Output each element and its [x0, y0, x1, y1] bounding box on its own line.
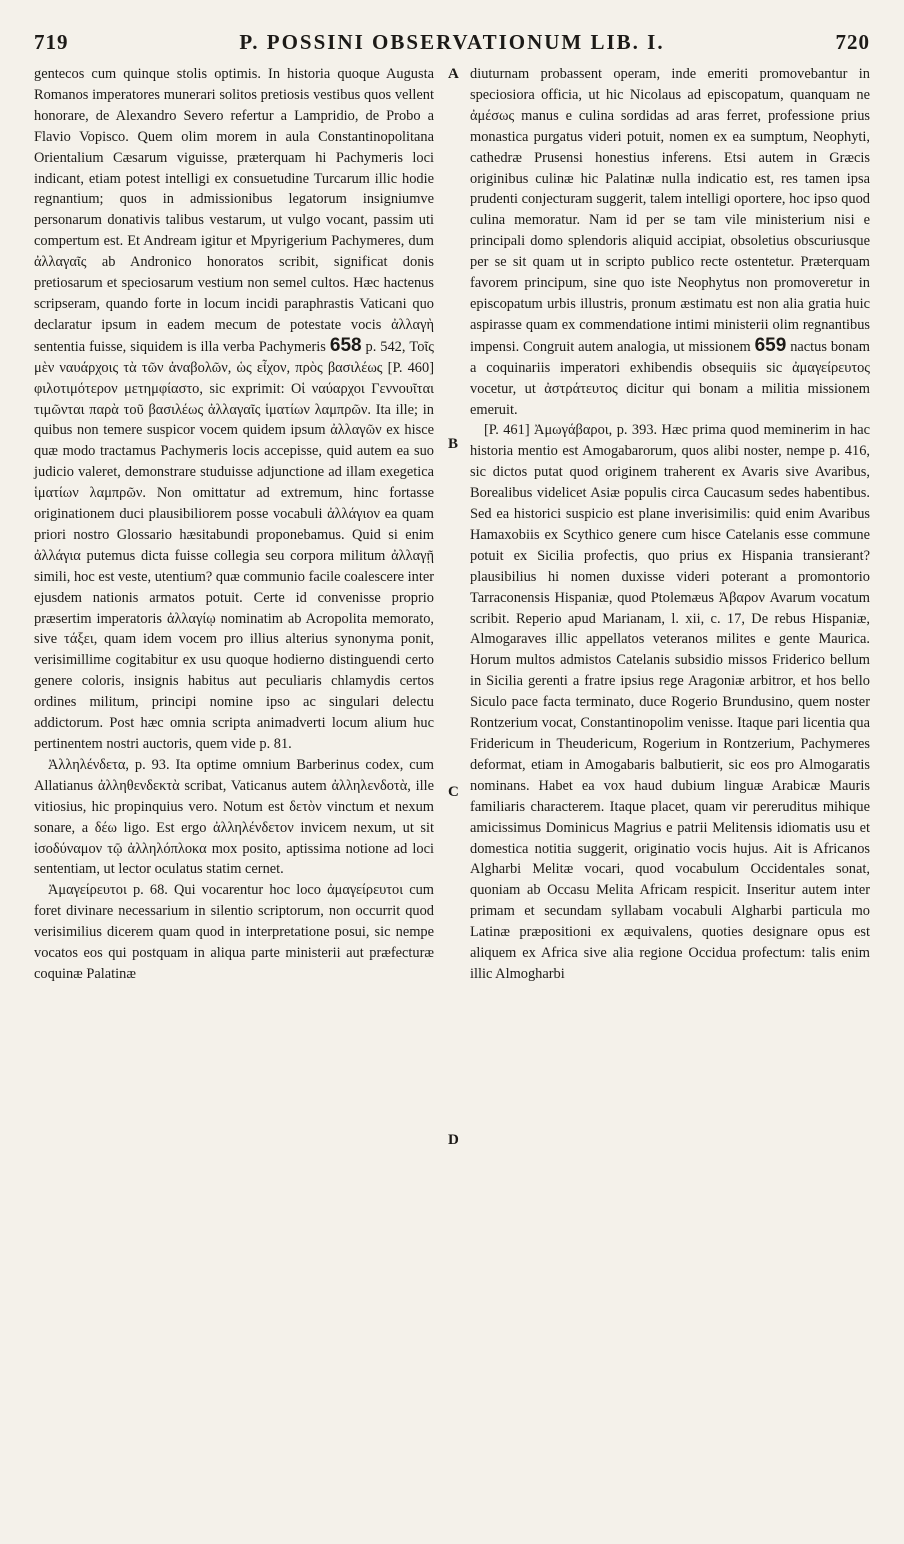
left-paragraph-1: gentecos cum quinque stolis optimis. In historia quoque Augusta Romanos imperatores munerari solitos pretiosis vestibus quos vellent honorare, de Alexandro Severo refertur a Lampridio, de Probo a Flavio Vopisco. Quem olim morem in aula Constantinopolitana Orientalium Cæsarum viguisse, præterquam hi Pachymeris loci indicant, etiam potest intelligi ex consuetudine Turcarum illic hodie regnantium; quos in admissionibus legatorum insigniumve personarum donativis talibus vestarum, ut vulgo vocant, passim uti compertum est. Et Andream igitur et Mpyrigerium Pachymeres, dum ἀλλαγαῖς ab Andronico honoratos scribit, significat donis pretiosarum et speciosarum vestium non semel cultos. Hæc hactenus scripseram, quando forte in locum incidi paraphrastis Vaticani quo declaratur ipsum in eadem mecum de potestate vocis ἀλλαγὴ sententia fuisse, siquidem is illa verba Pachymeris 658 p. 542, Τοῖς μὲν ναυάρχοις τὰ τῶν ἀναβολῶν, ὡς εἶχον, πρὸς βασιλέως [P. 460] φιλοτιμότερον μετημφίαστο, sic exprimit: Οἱ ναύαρχοι Γεννουῖται τιμῶνται παρὰ τοῦ βασιλέως ἀλλαγαῖς ἱματίων λαμπρῶν. Ita ille; in quibus non temere suspicor vocem quidem ipsum ἀλλαγῶν ex hisce quæ modo tractamus Pachymeris locis accepisse, quid autem ea suo judicio valeret, demonstrare studuisse adjunctione ad illam exegetica ἱματίων λαμπρῶν. Non omittatur ad extremum, hinc fortasse originationem duci plausibiliorem posse vocabuli ἀλλάγιον ea quam priori nostro Glossario hæsitabundi proponebamus. Quid si enim ἀλλάγια putemus dicta fuisse collegia seu corpora militum ἀλλαγῇ simili, hoc est veste, utentium? quæ communio facile coalescere inter ejusdem nationis armatos potuit. Certe id convenisse proprio præsertim imperatoris ἀλλαγίῳ nominatim ab Acropolita memorato, sive τάξει, quam idem vocem pro illius alterius synonyma ponit, verisimillime cogitabitur ex usu quoque hodierno distinguendi certo genere coloris, insignis habitus aut peculiaris chlamydis certos ordines militum, principi nomine ipso ac singulari delectu addictorum. Post hæc omnia scripta animadverti locum alium huc pertinentem nostri auctoris, quem vide p. 81. — [34, 66, 435, 752]
right-paragraph-1: diuturnam probassent operam, inde emeriti promovebantur in speciosiora officia, ut hic Nicolaus ad episcopatum, quanquam ne ἀμέσως manus e culina sordidas ad aras ferret, professione prius monastica purgatus videri potuit, nomen ex ea sumptum, Neophyti, cathedræ Prusensi honestius inferens. Etsi autem in Græcis originibus culinæ hic Palatinæ nulla indicatio est, res tamen ipsa prudenti conjecturam suggerit, talem intelligi oportere, hoc ipso quod culina memoratur. Nam id per se tam vile ministerium nisi e principali domo splendoris aliquid accipiat, obsoletius obscuriusque per se sit quam ut in scripto publico recte ostentetur. Præterquam favorem principum, sine quo iste Neophytus non promoveretur in episcopatum urbis illustris, pronum æstimatu est non alia gratia huic aspirasse quam ex commendatione intimi ministerii olim regnantibus impensi. Congruit autem analogia, ut missionem 659 nactus bonam a coquinariis imperatori exhibendis obsequiis sic ἀμαγείρευτος vocetur, ut ἀστράτευτος dicitur qui bonam a militia missionem emeruit. — [470, 66, 870, 418]
running-header — [34, 20, 870, 64]
left-column — [34, 64, 434, 985]
running-title: P. POSSINI OBSERVATIONUM LIB. I. — [239, 30, 665, 54]
marginal-number-659: 659 — [754, 334, 787, 356]
margin-letters — [446, 64, 466, 1544]
margin-letter-d: D — [448, 1132, 459, 1148]
left-paragraph-2: Ἀλληλένδετα, p. 93. Ita optime omnium Barberinus codex, cum Allatianus ἀλληθενδεκτὰ scribat, Vaticanus autem ἀλληλενδοτὰ, ille vitiosius, hic propinquius vero. Notum est δετὸν vinctum et nexum sonare, a δέω ligo. Est ergo ἀλληλένδετον invicem nexum, ut sit ἰσοδύναμον τῷ ἀλληλόπλοκα mox posito, aptissima notione ad loci sententiam, ut lector oculatus statim cernet. — [34, 756, 434, 878]
left-page-number: 719 — [34, 30, 69, 54]
marginal-number-658: 658 — [329, 334, 362, 356]
two-column-body — [34, 64, 870, 1148]
left-paragraph-3: Ἀμαγείρευτοι p. 68. Qui vocarentur hoc loco ἀμαγείρευτοι cum foret divinare necessarium in silentio scriptorum, non occurrit quod verisimilius dicerem quam quod in interpretatione posui, sic nempe vocatos eos qui postquam in aliqua parte ministerii aut præfecturæ coquinæ Palatinæ — [34, 882, 434, 982]
margin-letter-a: A — [448, 66, 459, 82]
margin-letter-b: B — [448, 436, 459, 452]
right-column — [470, 64, 870, 985]
right-page-number: 720 — [835, 30, 870, 54]
margin-letter-c: C — [448, 784, 459, 800]
right-paragraph-2: [P. 461] Ἀμωγάβαροι, p. 393. Hæc prima quod meminerim in hac historia mentio est Amogabarorum, quos alibi noster, nempe p. 416, sic dictos putat quod originem traherent ex Avaris sive Avaribus, Borealibus videlicet Asiæ populis circa Caucasum sedes habentibus. Sed ea historici suspicio est plane inverisimilis: quid enim Avaribus Hamaxobiis ex Scythico genere cum hisce Catelanis esse commune potuit ex Sicilia profectis, quo prius ex Hispania transierant? plausibilius hi nomen duxisse videri poterant a promontorio Tarraconensis Hispaniæ, quod Ptolemæus Ἀβαρον Avarum vocatum scribit. Reperio apud Marianam, l. xii, c. 17, De rebus Hispaniæ, Almogaraves illic appellatos veteranos milites e gente Maurica. Horum multos admistos Catelanis subsidio missos Friderico bellum in Sicilia gerenti a fratre ipsius rege Aragoniæ arbitror, et hos bello Siculo pace facta terminato, duce Rogerio Brundusino, quem noster Rontzerium vocat, Constantinopolim venisse. Itaque pari licentia qua Fridericum in Theudericum, Rogerium in Rontzerium, Pachymeres deformat, etiam in Amogabaris balbutierit, sic eos pro Almogaratis nominans. Habet ea vox haud dubium linguæ Arabicæ Mauris familiaris characterem. Itaque placet, quam vir pereruditus mihique amicissimus Dominicus Magrius e patrii Melitensis idiomatis usu et domestica notitia suggerit, originatio vocis hujus. Ait is Africanos Algharbi Melitæ vocari, quod vocabulum Occidentales sonat, quoniam ab Occasu Melita Africam respicit. Inseritur autem inter primam et secundam syllabam vocabuli Algharbi particula mo Latinæ præpositioni ex æquivalens, quoties designare opus est aliquem ex Africa sive alia regione Occidua profectum: talis enim illic Almogharbi — [470, 422, 870, 982]
